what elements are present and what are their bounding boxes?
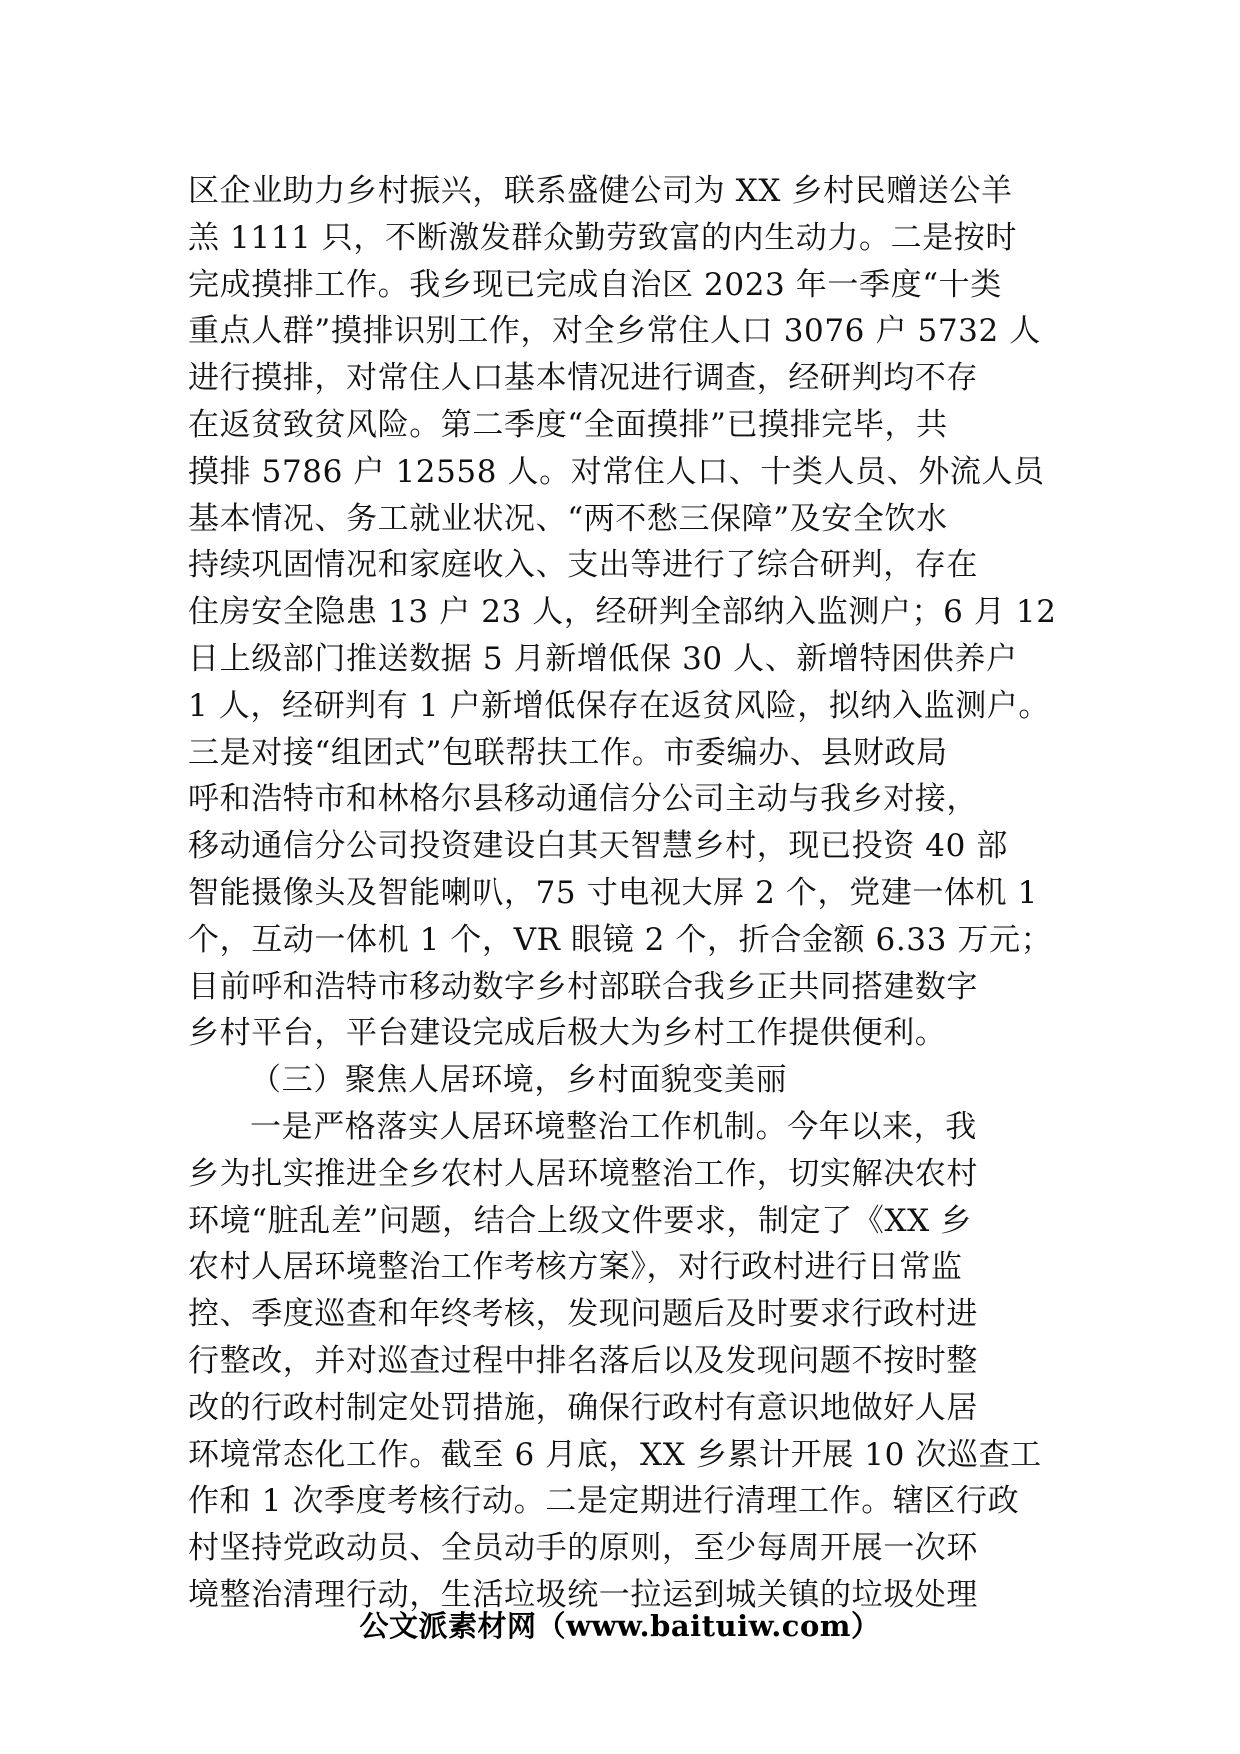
text-line: 村坚持党政动员、全员动手的原则，至少每周开展一次环 [188, 1530, 978, 1567]
text-line: 住房安全隐患 13 户 23 人，经研判全部纳入监测户；6 月 12 [188, 594, 1057, 631]
section-heading: （三）聚焦人居环境，乡村面貌变美丽 [250, 1062, 788, 1099]
text-line: 呼和浩特市和林格尔县移动通信分公司主动与我乡对接， [188, 781, 978, 818]
text-line: 三是对接“组团式”包联帮扶工作。市委编办、县财政局 [188, 734, 948, 771]
text-line: 区企业助力乡村振兴，联系盛健公司为 XX 乡村民赠送公羊 [188, 173, 1013, 209]
text-line: 智能摄像头及智能喇叭，75 寸电视大屏 2 个，党建一体机 1 [188, 874, 1038, 911]
text-line: 境整治清理行动，生活垃圾统一拉运到城关镇的垃圾处理 [188, 1576, 978, 1613]
text-line: 基本情况、务工就业状况、“两不愁三保障”及安全饮水 [188, 500, 948, 537]
text-line: 持续巩固情况和家庭收入、支出等进行了综合研判，存在 [188, 547, 978, 584]
text-line: 乡为扎实推进全乡农村人居环境整治工作，切实解决农村 [188, 1155, 978, 1192]
text-line: 环境“脏乱差”问题，结合上级文件要求，制定了《XX 乡 [188, 1202, 972, 1239]
text-line: 环境常态化工作。截至 6 月底，XX 乡累计开展 10 次巡查工 [188, 1436, 1042, 1473]
text-line: 完成摸排工作。我乡现已完成自治区 2023 年一季度“十类 [188, 266, 1002, 303]
text-line: 个，互动一体机 1 个，VR 眼镜 2 个，折合金额 6.33 万元； [188, 921, 1053, 958]
text-line: 进行摸排，对常住人口基本情况进行调查，经研判均不存 [188, 360, 978, 397]
text-line: 羔 1111 只，不断激发群众勤劳致富的内生动力。二是按时 [188, 219, 1017, 256]
text-line: 农村人居环境整治工作考核方案》，对行政村进行日常监 [188, 1249, 963, 1286]
text-line: 控、季度巡查和年终考核，发现问题后及时要求行政村进 [188, 1296, 978, 1333]
text-line: 一是严格落实人居环境整治工作机制。今年以来，我 [250, 1108, 977, 1145]
text-line: 乡村平台，平台建设完成后极大为乡村工作提供便利。 [188, 1015, 947, 1052]
text-line: 1 人，经研判有 1 户新增低保存在返贫风险，拟纳入监测户。 [188, 687, 1051, 724]
text-line: 在返贫致贫风险。第二季度“全面摸排”已摸排完毕，共 [188, 406, 948, 443]
footer-watermark: 公文派素材网（www.baituiw.com） [359, 1609, 881, 1643]
document-body [188, 168, 1068, 1619]
text-line: 重点人群”摸排识别工作，对全乡常住人口 3076 户 5732 人 [188, 313, 1041, 350]
text-line: 作和 1 次季度考核行动。二是定期进行清理工作。辖区行政 [188, 1483, 1020, 1520]
text-line: 改的行政村制定处罚措施，确保行政村有意识地做好人居 [188, 1389, 978, 1426]
text-line: 日上级部门推送数据 5 月新增低保 30 人、新增特困供养户 [188, 640, 1018, 677]
text-line: 移动通信分公司投资建设白其天智慧乡村，现已投资 40 部 [188, 828, 1008, 865]
text-line: 目前呼和浩特市移动数字乡村部联合我乡正共同搭建数字 [188, 968, 978, 1005]
text-line: 摸排 5786 户 12558 人。对常住人口、十类人员、外流人员 [188, 453, 1045, 490]
text-line: 行整改，并对巡查过程中排名落后以及发现问题不按时整 [188, 1342, 978, 1379]
